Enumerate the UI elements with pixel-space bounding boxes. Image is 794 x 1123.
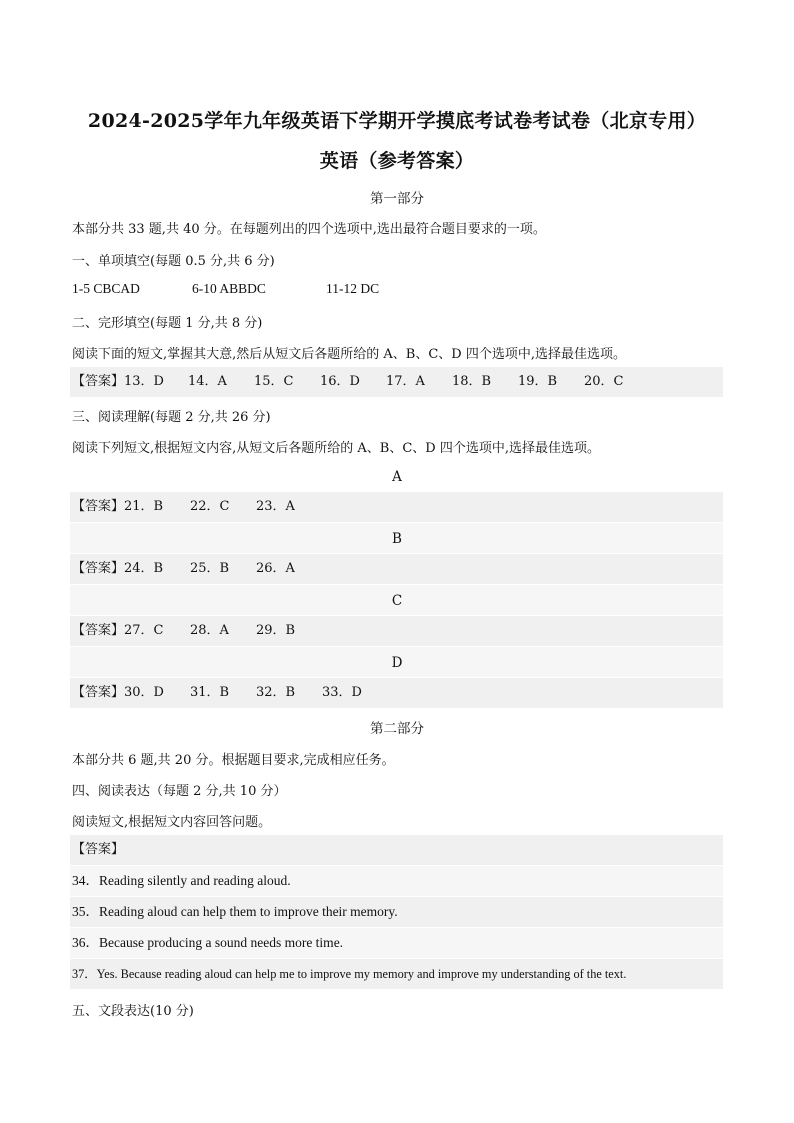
passage-c-answers [72,616,295,646]
answer-37 [72,959,626,989]
passage-letter: B [392,531,402,547]
section2-heading: 二、完形填空(每题 1 分,共 8 分) [72,316,263,331]
section4-instruction: 阅读短文,根据短文内容回答问题。 [72,815,272,830]
section1-answers [72,281,379,297]
part1-intro: 本部分共 33 题,共 40 分。在每题列出的四个选项中,选出最符合题目要求的一项。 [72,222,546,237]
answer-item: 32．B [256,685,296,700]
answer-item: 14．A [188,374,227,389]
answer-item: 18．B [452,374,492,389]
answer-text: Reading aloud can help them to improve their memory. [99,904,398,919]
answer-text: Yes. Because reading aloud can help me to improve my memory and improve my understanding of the text. [96,967,627,981]
answer-item: 30．D [124,685,164,700]
answer-item: 13．D [124,374,164,389]
answer-item: 16．D [320,374,360,389]
page-subtitle: 英语（参考答案） [319,150,475,172]
section1-heading: 一、单项填空(每题 0.5 分,共 6 分) [72,254,275,269]
answer-item: 31．B [190,685,230,700]
answer-number: 34． [72,873,99,888]
part2-heading: 第二部分 [370,721,424,737]
section3-instruction: 阅读下列短文,根据短文内容,从短文后各题所给的 A、B、C、D 四个选项中,选择最佳选项。 [72,441,600,456]
section2-instruction: 阅读下面的短文,掌握其大意,然后从短文后各题所给的 A、B、C、D 四个选项中,选择最佳选项。 [72,347,626,362]
answer-label: 【答案】 [72,561,125,576]
answer-item: 19．B [518,374,558,389]
answer-number: 37． [72,967,97,981]
answer-item: 25．B [190,561,230,576]
answer-item: 21．B [124,499,164,514]
answer-36 [72,928,343,958]
answer-item: 29．B [256,623,296,638]
answer-35 [72,897,398,927]
section3-heading: 三、阅读理解(每题 2 分,共 26 分) [72,410,271,425]
passage-a-answers [72,492,295,522]
answer-label: 【答案】 [72,499,125,514]
section4-answer-label-bar [70,835,723,865]
answer-item: 26．A [256,561,295,576]
answer-number: 36． [72,935,99,950]
answer-item: 28．A [190,623,229,638]
answer-item: 22．C [190,499,230,514]
answer-item: 20．C [584,374,624,389]
answer-text: Because producing a sound needs more time. [99,935,344,950]
passage-letter: C [391,593,403,609]
answer-item: 24．B [124,561,164,576]
page-title: 2024-2025学年九年级英语下学期开学摸底考试卷考试卷（北京专用） [87,110,707,132]
part2-intro: 本部分共 6 题,共 20 分。根据题目要求,完成相应任务。 [72,753,395,768]
passage-b-answers [72,554,295,584]
answer-label: 【答案】 [72,374,125,389]
answer-group: 6-10 ABBDC [192,281,266,296]
section4-answer-label: 【答案】 [72,842,125,857]
answer-item: 27．C [124,623,164,638]
answer-item: 15．C [254,374,294,389]
section2-answers [72,367,624,397]
section4-heading: 四、阅读表达（每题 2 分,共 10 分） [72,784,287,799]
answer-item: 17．A [386,374,425,389]
passage-letter: D [391,655,403,671]
answer-item: 33．D [322,685,362,700]
answer-label: 【答案】 [72,685,125,700]
answer-group: 11-12 DC [326,281,380,296]
passage-letter: A [392,469,402,485]
passage-d-answers [72,678,362,708]
answer-label: 【答案】 [72,623,125,638]
answer-number: 35． [72,904,99,919]
answer-group: 1-5 CBCAD [72,281,140,296]
answer-text: Reading silently and reading aloud. [99,873,291,888]
part1-heading: 第一部分 [370,191,424,207]
section5-heading: 五、文段表达(10 分) [72,1004,194,1019]
answer-34 [72,866,291,896]
answer-item: 23．A [256,499,295,514]
